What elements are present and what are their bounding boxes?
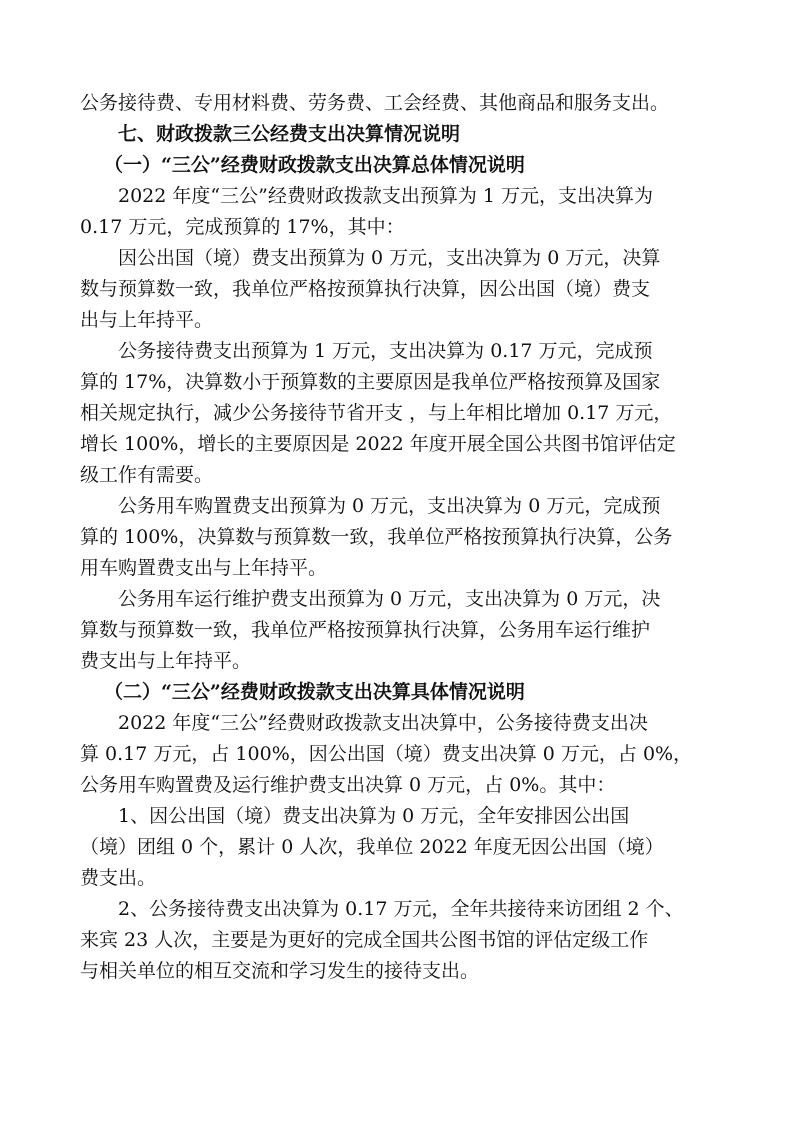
paragraph-line: 公务用车购置费支出预算为 0 万元，支出决算为 0 万元，完成预 xyxy=(118,495,661,517)
text-line: 级工作有需要。 xyxy=(80,464,214,486)
text-line: 与相关单位的相互交流和学习发生的接待支出。 xyxy=(80,960,480,982)
paragraph-line: 1、因公出国（境）费支出决算为 0 万元，全年安排因公出国 xyxy=(118,805,630,827)
text-line: 相关规定执行，减少公务接待节省开支 ，与上年相比增加 0.17 万元， xyxy=(80,402,673,424)
text-line: 公务接待费、专用材料费、劳务费、工会经费、其他商品和服务支出。 xyxy=(80,92,670,114)
section-heading: 七、财政拨款三公经费支出决算情况说明 xyxy=(118,123,461,145)
paragraph-line: 因公出国（境）费支出预算为 0 万元，支出决算为 0 万元，决算 xyxy=(118,247,661,269)
text-line: 出与上年持平。 xyxy=(80,309,214,331)
text-line: 公务用车购置费及运行维护费支出决算 0 万元，占 0%。其中： xyxy=(80,774,616,796)
text-line: 用车购置费支出与上年持平。 xyxy=(80,557,328,579)
text-line: 算的 100%，决算数与预算数一致，我单位严格按预算执行决算，公务 xyxy=(80,526,673,548)
text-line: 数与预算数一致，我单位严格按预算执行决算，因公出国（境）费支 xyxy=(80,278,651,300)
text-line: 增长 100%，增长的主要原因是 2022 年度开展全国公共图书馆评估定 xyxy=(80,433,676,455)
document-page xyxy=(80,88,720,987)
paragraph-line: 公务用车运行维护费支出预算为 0 万元，支出决算为 0 万元，决 xyxy=(118,588,661,610)
subsection-heading: （二）“三公”经费财政拨款支出决算具体情况说明 xyxy=(104,681,525,703)
text-line: 算的 17%，决算数小于预算数的主要原因是我单位严格按预算及国家 xyxy=(80,371,661,393)
subsection-heading: （一）“三公”经费财政拨款支出决算总体情况说明 xyxy=(104,154,525,176)
paragraph-line: 2022 年度“三公”经费财政拨款支出决算中，公务接待费支出决 xyxy=(118,712,648,734)
paragraph-line: 公务接待费支出预算为 1 万元，支出决算为 0.17 万元，完成预 xyxy=(118,340,653,362)
paragraph-line: 2、公务接待费支出决算为 0.17 万元，全年共接待来访团组 2 个、 xyxy=(118,898,684,920)
text-line: 费支出与上年持平。 xyxy=(80,650,252,672)
text-line: 费支出。 xyxy=(80,867,157,889)
paragraph-line: 2022 年度“三公”经费财政拨款支出预算为 1 万元，支出决算为 xyxy=(118,185,653,207)
text-line: 0.17 万元，完成预算的 17%，其中： xyxy=(80,216,405,238)
text-line: 来宾 23 人次，主要是为更好的完成全国共公图书馆的评估定级工作 xyxy=(80,929,649,951)
text-line: 算数与预算数一致，我单位严格按预算执行决算，公务用车运行维护 xyxy=(80,619,651,641)
text-line: 算 0.17 万元，占 100%，因公出国（境）费支出决算 0 万元，占 0%， xyxy=(80,743,693,765)
text-line: （境）团组 0 个，累计 0 人次，我单位 2022 年度无因公出国（境） xyxy=(80,836,664,858)
